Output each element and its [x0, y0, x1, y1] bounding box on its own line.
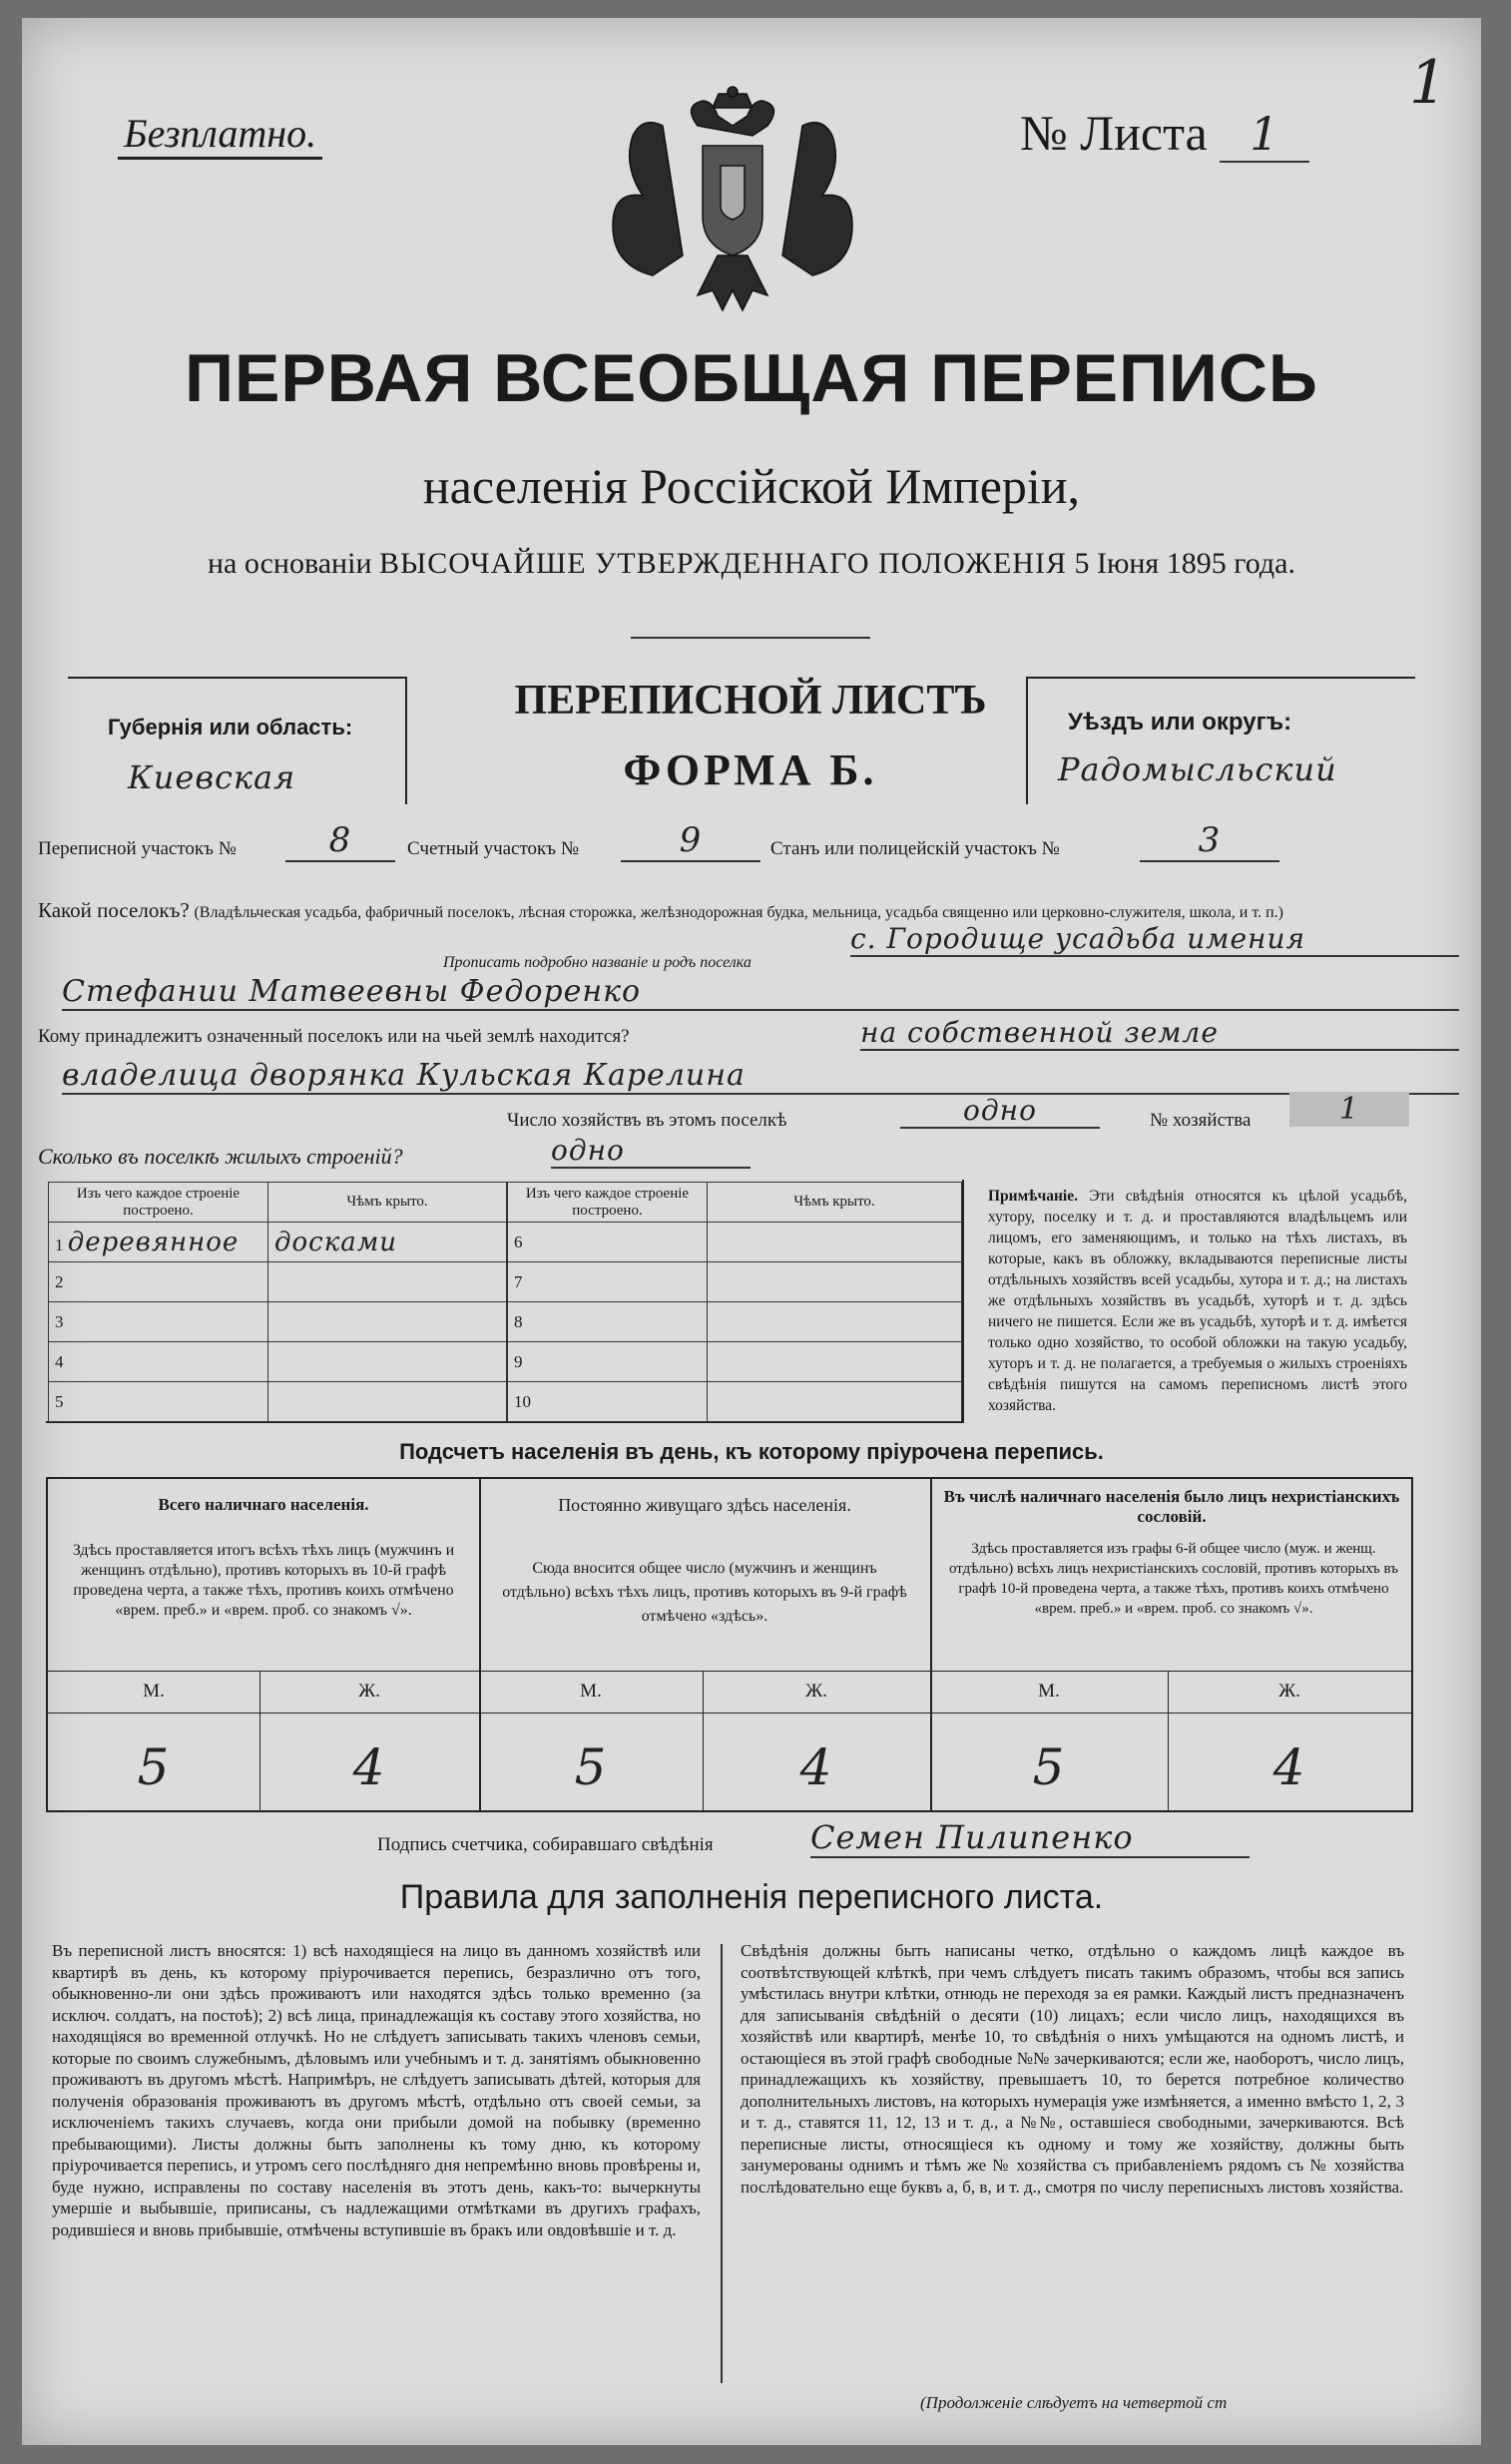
buildings-table-left [48, 1182, 507, 1422]
rules-heading: Правила для заполненія переписного листа. [399, 1878, 1104, 1916]
page-title: ПЕРВАЯ ВСЕОБЩАЯ ПЕРЕПИСЬ [185, 340, 1318, 416]
basis-caps: ВЫСОЧАЙШЕ УТВЕРЖДЕННАГО ПОЛОЖЕНІЯ [379, 547, 1067, 580]
uezd-value: Радомысльский [1058, 750, 1337, 788]
guberniya-label: Губернія или область: [108, 715, 353, 739]
page-subtitle: населенія Россійской Имперіи, [422, 458, 1081, 514]
uchastok-value: 8 [285, 820, 395, 862]
col1-title: Всего наличнаго населенія. [158, 1495, 369, 1514]
free-label: Безплатно. [118, 110, 322, 160]
note [988, 1186, 1407, 1416]
row-roof [268, 1342, 507, 1382]
zh-label: Ж. [358, 1681, 380, 1702]
nonchristian-m-value: 5 [1032, 1738, 1066, 1796]
building-row [49, 1342, 268, 1382]
basis-line [22, 547, 1481, 581]
zh-label: Ж. [805, 1681, 827, 1702]
col2-text: Сюда вносится общее число (мужчинъ и женщинъ отдѣльно) всѣхъ тѣхъ лицъ, противъ которыхъ въ 9-й графѣ отмѣчено «здѣсь». [502, 1560, 907, 1625]
row-number: 1 [55, 1234, 64, 1254]
building-row: 7 [508, 1262, 708, 1302]
col-material: Изъ чего каждое строеніе построено. [49, 1183, 268, 1223]
uezd-label: Уѣздъ или округъ: [1068, 709, 1292, 736]
row-roof [268, 1382, 507, 1422]
col3-title: Въ числѣ наличнаго населенія было лицъ нехристіанскихъ сословій. [943, 1487, 1400, 1526]
col-material: Изъ чего каждое строеніе построено. [508, 1183, 708, 1223]
form-type: ФОРМА Б. [623, 745, 878, 794]
uchastok-label: Переписной участокъ № [38, 838, 237, 859]
basis-date: 5 Іюня 1895 года. [1074, 547, 1295, 580]
rules-left: Въ переписной листъ вносятся: 1) всѣ находящіеся на лицо въ данномъ хозяйствѣ или квартирѣ въ день, къ которому пріурочивается перепись, безразлично отъ того, обыкновенно-ли они здѣсь проживаютъ или находятся здѣсь только временно (за исключ. солдатъ, на постоѣ); 2) всѣ лица, принадлежащія къ составу этого хозяйства, но находящіяся во временной отлучкѣ. Но не слѣдуетъ записывать такихъ членовъ семьи, которые по своимъ служебнымъ, дѣловымъ или учебнымъ и т. д. занятіямъ обыкновенно проживаютъ въ другомъ мѣстѣ. Напримѣръ, не слѣдуетъ записывать дѣтей, которыя для полученія образованія проживаютъ въ другомъ мѣстѣ, отдѣльно отъ своей семьи, за исключеніемъ такихъ случаевъ, когда они прибыли домой на побывку (временно пребывающими). Листы должны быть заполнены къ тому дню, къ которому пріурочивается перепись, и утромъ сего послѣдняго дня непремѣнно вновь провѣрены и, буде нужно, исправлены по составу населенія въ этотъ день, какъ-то: вычеркнуты умершіе и выбывшіе, приписаны, съ надлежащими отмѣтками въ другихъ графахъ, родившіеся и вновь прибывшіе, отмѣчены вступившіе въ бракъ или овдовѣвшіе и т. д. [52, 1941, 701, 2239]
zh-label: Ж. [1278, 1681, 1300, 1702]
row-roof: досками [268, 1223, 507, 1262]
col-roof: Чѣмъ крыто. [268, 1183, 507, 1223]
poselok-question: Какой поселокъ? [38, 898, 190, 922]
row-number: 2 [55, 1271, 64, 1291]
corner-mark: 1 [1409, 48, 1449, 118]
building-row [49, 1223, 268, 1262]
guberniya-value: Киевская [128, 758, 296, 796]
row-number: 5 [55, 1391, 64, 1411]
sheet-number [1020, 104, 1309, 163]
col-roof: Чѣмъ крыто. [708, 1183, 962, 1223]
stan-label: Станъ или полицейскій участокъ № [770, 838, 1060, 859]
row-material: деревянное [67, 1227, 240, 1257]
double-headed-eagle-icon [603, 86, 862, 325]
uezd-box [1026, 677, 1415, 804]
signature-value: Семен Пилипенко [810, 1818, 1250, 1858]
household-no-value: 1 [1289, 1092, 1409, 1127]
basis-prefix: на основаніи [207, 547, 372, 580]
rules-divider [721, 1944, 723, 2383]
note-text: Эти свѣдѣнія относятся къ цѣлой усадьбѣ, хутору, поселку и т. д. и проставляются владѣльцемъ или лицомъ, его заменяющимъ, и только на тѣхъ листахъ, въ которые, какъ въ обложку, вкладываются переписные листы отдѣльныхъ хозяйствъ всей усадьбы, хутора и т. д.; на листахъ же отдѣльныхъ хозяйствъ въ усадьбѣ, хуторѣ и т. д. здѣсь ничего не пишется. Если же въ усадьбѣ, хуторѣ и т. д. имѣется только одно хозяйство, то особой обложки на такую усадьбу, хуторъ и т. д. не полагается, а требуемыя о жилыхъ строеніяхъ свѣдѣнія пишутся на самомъ переписномъ листѣ этого хозяйства. [988, 1188, 1407, 1414]
note-lead: Примѣчаніе. [988, 1188, 1078, 1205]
buildings-label: Сколько въ поселкѣ жилыхъ строеній? [38, 1144, 403, 1169]
building-row [49, 1302, 268, 1342]
buildings-table-right [507, 1182, 962, 1422]
m-label: М. [1038, 1681, 1060, 1702]
col3-text: Здѣсь проставляется изъ графы 6-й общее число (муж. и женщ. отдѣльно) всѣхъ лицъ нехристіанскихъ сословій, противъ которыхъ въ графѣ 10-й проведена черта, а также тѣхъ, противъ коихъ отмѣчено «врем. преб.» и «врем. проб. со знакомъ √». [948, 1541, 1399, 1617]
owner-value1: на собственной земле [860, 1016, 1459, 1051]
census-sheet [22, 18, 1481, 2445]
schetny-label: Счетный участокъ № [407, 838, 579, 859]
population-heading: Подсчетъ населенія въ день, къ которому пріурочена перепись. [399, 1439, 1104, 1464]
schetny-value: 9 [621, 820, 760, 862]
resident-m-value: 5 [574, 1738, 608, 1796]
rules-continued: (Продолженіе слѣдуетъ на четвертой ст [920, 2393, 1228, 2412]
stan-value: 3 [1140, 820, 1279, 862]
m-label: М. [143, 1681, 165, 1702]
row-roof [268, 1262, 507, 1302]
sheet-number-value: 1 [1220, 107, 1309, 163]
nonchristian-zh-value: 4 [1272, 1738, 1306, 1796]
population-table [46, 1477, 1413, 1812]
row-number: 3 [55, 1311, 64, 1331]
total-m-value: 5 [137, 1738, 171, 1796]
building-row [49, 1262, 268, 1302]
signature-label: Подпись счетчика, собиравшаго свѣдѣнія [377, 1834, 714, 1855]
col1-text: Здѣсь проставляется итогъ всѣхъ тѣхъ лицъ (мужчинъ и женщинъ отдѣльно), противъ которыхъ въ 10-й графѣ проведена черта, а также тѣхъ, противъ коихъ отмѣчено «врем. преб.» и «врем. проб. со знакомъ √». [72, 1542, 455, 1619]
poselok-instr: Прописать подробно названіе и родъ поселка [443, 954, 752, 971]
row-roof [268, 1302, 507, 1342]
guberniya-box [68, 677, 407, 804]
household-no-label: № хозяйства [1150, 1110, 1252, 1131]
owner-label: Кому принадлежитъ означенный поселокъ или на чьей землѣ находится? [38, 1026, 630, 1047]
divider [631, 637, 870, 639]
building-row: 9 [508, 1342, 708, 1382]
poselok-value2: Стефании Матвеевны Федоренко [62, 974, 1459, 1011]
total-zh-value: 4 [352, 1738, 386, 1796]
rules-right: Свѣдѣнія должны быть написаны четко, отдѣльно о каждомъ лицѣ каждое въ соотвѣтствующей клѣткѣ, при чемъ слѣдуетъ писать такимъ образомъ, чтобы вся запись умѣстилась внутри клѣтки, отнюдь не переходя за ея рамки. Каждый листъ предназначенъ для записыванія свѣдѣній о десяти (10) лицахъ; если число лицъ, находящихся въ хозяйствѣ или квартирѣ, менѣе 10, то свѣдѣнія о нихъ умѣщаются на одномъ листѣ, и остающіеся въ этой графѣ свободные №№ зачеркиваются; если же, наоборотъ, число лицъ, принадлежащихъ къ хозяйству, превышаетъ 10, то берется потребное количество дополнительныхъ листовъ, на которыхъ нумерація уже измѣняется, а именно вмѣсто 1, 2, 3 и т. д., ставятся 11, 12, 13 и т. д., а №№, оставшіеся свободными, зачеркиваются. Всѣ переписные листы, относящіеся къ одному и тому же хозяйству, должны быть занумерованы однимъ и тѣмъ же № хозяйства съ прибавленіемъ рядомъ съ № хозяйства послѣдовательно еще буквъ а, б, в, и т. д., смотря по числу переписныхъ листовъ хозяйства. [741, 1941, 1404, 2197]
m-label: М. [580, 1681, 602, 1702]
poselok-label [38, 898, 1465, 923]
households-value: одно [900, 1094, 1100, 1129]
building-row: 10 [508, 1382, 708, 1422]
poselok-hint: (Владѣльческая усадьба, фабричный поселокъ, лѣсная сторожка, желѣзнодорожная будка, мельница, усадьба священно или церковно-служителя, школа, и т. п.) [194, 904, 1283, 921]
building-row: 6 [508, 1223, 708, 1262]
building-row [49, 1382, 268, 1422]
building-row: 8 [508, 1302, 708, 1342]
form-name: ПЕРЕПИСНОЙ ЛИСТЪ [514, 678, 987, 724]
sheet-number-label: № Листа [1020, 105, 1208, 161]
resident-zh-value: 4 [799, 1738, 833, 1796]
row-number: 4 [55, 1351, 64, 1371]
col2-title: Постоянно живущаго здѣсь населенія. [558, 1495, 851, 1515]
households-label: Число хозяйствъ въ этомъ поселкѣ [507, 1110, 787, 1131]
buildings-value: одно [551, 1134, 751, 1169]
owner-value2: владелица дворянка Кульская Карелина [62, 1058, 1459, 1095]
poselok-value1: с. Городище усадьба имения [850, 922, 1459, 957]
